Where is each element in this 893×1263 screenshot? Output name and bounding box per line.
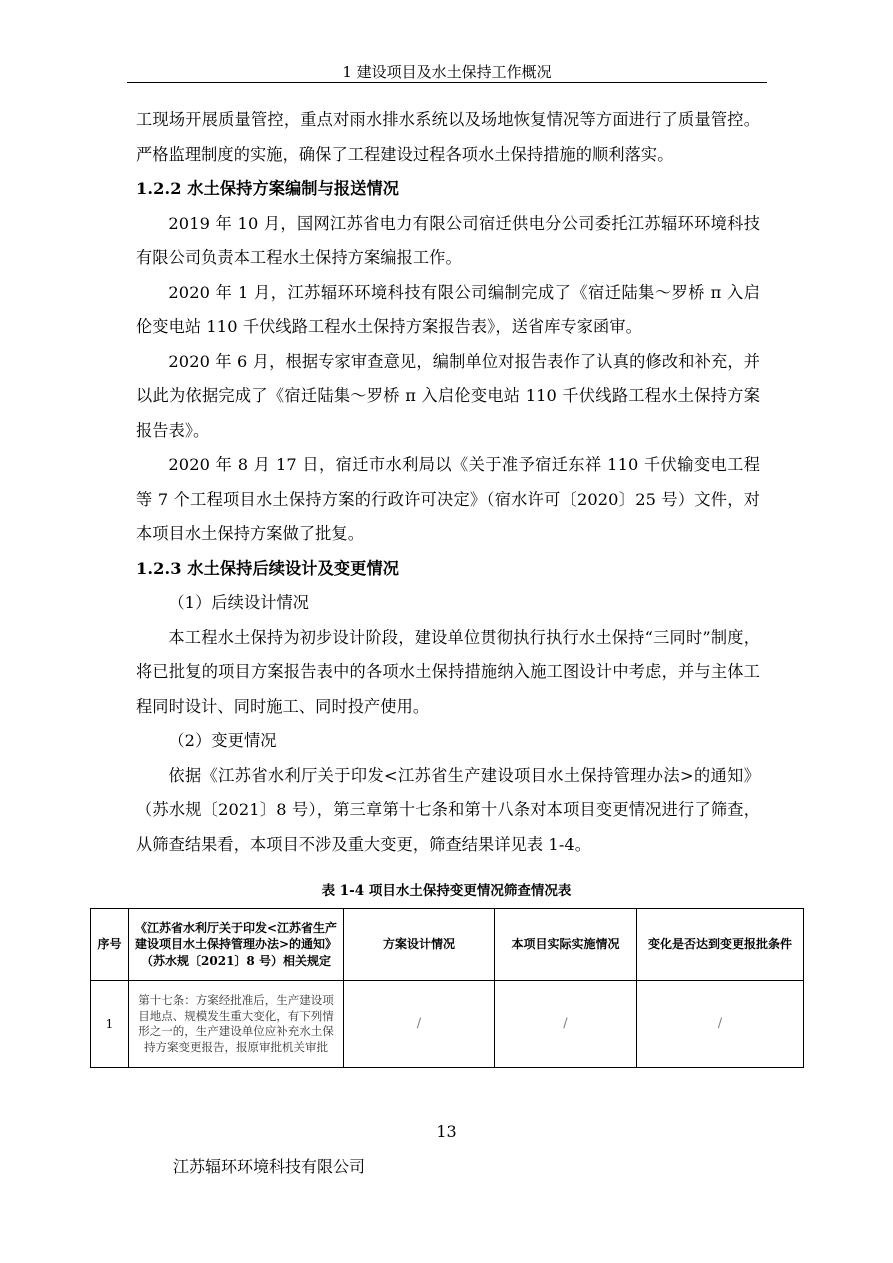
paragraph-change: 依据《江苏省水利厅关于印发<江苏省生产建设项目水土保持管理办法>的通知》（苏水规〔2021〕8 号），第三章第十七条和第十八条对本项目变更情况进行了筛查，从筛查结果看，本项目不涉及重大变更，筛查结果详见表 1-4。 bbox=[136, 765, 760, 854]
subheading-followup-design: （1）后续设计情况 bbox=[168, 593, 310, 612]
cell-serial: 1 bbox=[91, 981, 129, 1068]
subheading-change: （2）变更情况 bbox=[168, 731, 277, 750]
paragraph-revision: 2020 年 6 月，根据专家审查意见，编制单位对报告表作了认真的修改和补充，并以此为依据完成了《宿迁陆集～罗桥 π 入启伦变电站 110 千伏线路工程水土保持方案报告表》。 bbox=[136, 351, 760, 440]
paragraph-commission: 2019 年 10 月，国网江苏省电力有限公司宿迁供电分公司委托江苏辐环环境科技有限公司负责本工程水土保持方案编报工作。 bbox=[136, 213, 760, 267]
cell-change-reaches-condition: / bbox=[637, 981, 804, 1068]
header-divider bbox=[127, 82, 767, 83]
cell-actual-implementation: / bbox=[495, 981, 637, 1068]
header-plan-design: 方案设计情况 bbox=[344, 909, 495, 981]
cell-plan-design: / bbox=[344, 981, 495, 1068]
paragraph-followup-design: 本工程水土保持为初步设计阶段，建设单位贯彻执行执行水土保持“三同时”制度，将已批复的项目方案报告表中的各项水土保持措施纳入施工图设计中考虑，并与主体工程同时设计、同时施工、同时投产使用。 bbox=[136, 627, 760, 716]
header-serial: 序号 bbox=[91, 909, 129, 981]
table-row bbox=[91, 981, 804, 1068]
paragraph-compilation: 2020 年 1 月，江苏辐环环境科技有限公司编制完成了《宿迁陆集～罗桥 π 入启伦变电站 110 千伏线路工程水土保持方案报告表》，送省库专家函审。 bbox=[136, 282, 760, 336]
table-header-row bbox=[91, 909, 804, 981]
footer-company-name: 江苏辐环环境科技有限公司 bbox=[173, 1157, 366, 1176]
cell-regulation: 第十七条：方案经批准后，生产建设项目地点、规模发生重大变化，有下列情形之一的，生产建设单位应补充水土保持方案变更报告，报原审批机关审批 bbox=[129, 981, 344, 1068]
paragraph-continuation: 工现场开展质量管控，重点对雨水排水系统以及场地恢复情况等方面进行了质量管控。严格监理制度的实施，确保了工程建设过程各项水土保持措施的顺利落实。 bbox=[136, 110, 760, 164]
document-body bbox=[136, 103, 760, 862]
header-change-reaches-condition: 变化是否达到变更报批条件 bbox=[637, 909, 804, 981]
paragraph-approval: 2020 年 8 月 17 日，宿迁市水利局以《关于准予宿迁东祥 110 千伏输变电工程等 7 个工程项目水土保持方案的行政许可决定》（宿水许可〔2020〕25 号）文件，对本项目水土保持方案做了批复。 bbox=[136, 455, 760, 543]
change-screening-table bbox=[90, 908, 804, 1068]
section-heading-1-2-2: 1.2.2 水土保持方案编制与报送情况 bbox=[136, 179, 400, 198]
section-heading-1-2-3: 1.2.3 水土保持后续设计及变更情况 bbox=[136, 558, 400, 578]
header-actual-implementation: 本项目实际实施情况 bbox=[495, 909, 637, 981]
page-number: 13 bbox=[436, 1122, 457, 1141]
page-header-title: 1 建设项目及水土保持工作概况 bbox=[342, 63, 552, 81]
header-regulation: 《江苏省水利厅关于印发<江苏省生产建设项目水土保持管理办法>的通知》（苏水规〔2021〕8 号）相关规定 bbox=[129, 909, 344, 981]
table-caption: 表 1-4 项目水土保持变更情况筛查情况表 bbox=[321, 883, 572, 899]
